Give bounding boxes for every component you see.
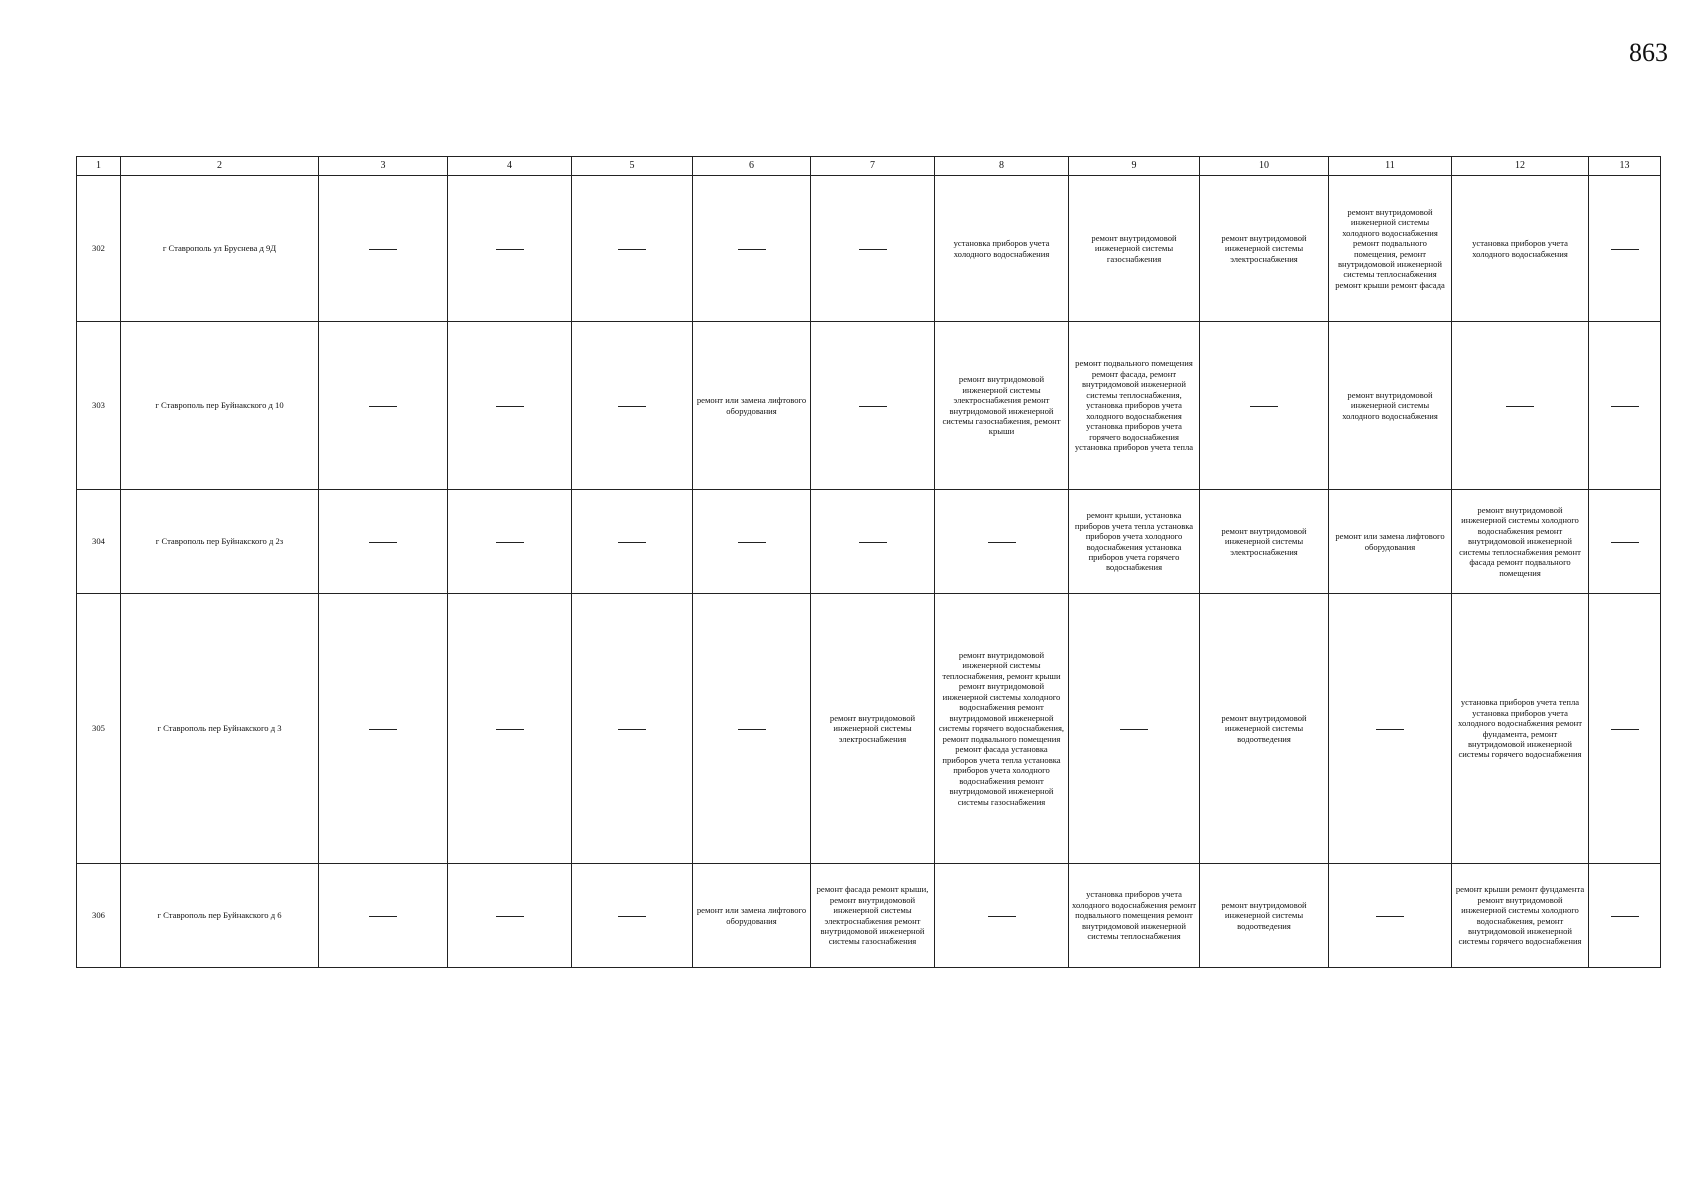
table-cell (1329, 864, 1452, 968)
empty-dash (1611, 406, 1639, 407)
table-cell: ремонт внутридомовой инженерной системы холодного водоснабжения (1329, 322, 1452, 490)
table-cell (1329, 594, 1452, 864)
empty-dash (988, 542, 1016, 543)
empty-dash (369, 542, 397, 543)
table-cell: ремонт внутридомовой инженерной системы электроснабжения (811, 594, 935, 864)
table-cell (572, 176, 693, 322)
table-cell (572, 322, 693, 490)
table-row (77, 864, 1661, 968)
table-cell (811, 176, 935, 322)
column-number-header-row (77, 157, 1661, 176)
table-cell (319, 322, 448, 490)
empty-dash (369, 249, 397, 250)
column-header: 3 (319, 157, 448, 176)
table-row (77, 594, 1661, 864)
table-cell: ремонт внутридомовой инженерной системы электроснабжения ремонт внутридомовой инженерной системы газоснабжения, ремонт крыши (935, 322, 1069, 490)
table-cell (811, 322, 935, 490)
table-cell: ремонт фасада ремонт крыши, ремонт внутридомовой инженерной системы электроснабжения ремонт внутридомовой инженерной системы газоснабжения (811, 864, 935, 968)
empty-dash (1376, 916, 1404, 917)
table-cell (1589, 864, 1661, 968)
row-number: 303 (77, 322, 121, 490)
repair-schedule-table (76, 156, 1661, 968)
table-cell: ремонт внутридомовой инженерной системы электроснабжения (1200, 176, 1329, 322)
empty-dash (618, 542, 646, 543)
table-cell: ремонт внутридомовой инженерной системы холодного водоснабжения ремонт подвального помещения, ремонт внутридомовой инженерной системы теплоснабжения ремонт крыши ремонт фасада (1329, 176, 1452, 322)
table-cell (572, 594, 693, 864)
page-number: 863 (1629, 38, 1668, 67)
empty-dash (859, 542, 887, 543)
table-row (77, 490, 1661, 594)
empty-dash (618, 916, 646, 917)
table-cell (693, 594, 811, 864)
empty-dash (1611, 249, 1639, 250)
table-cell (572, 490, 693, 594)
table-cell (693, 176, 811, 322)
table-cell: ремонт внутридомовой инженерной системы водоотведения (1200, 864, 1329, 968)
empty-dash (738, 729, 766, 730)
column-header: 11 (1329, 157, 1452, 176)
address-cell: г Ставрополь ул Бруснева д 9Д (121, 176, 319, 322)
address-cell: г Ставрополь пер Буйнакского д 2з (121, 490, 319, 594)
table-cell (319, 176, 448, 322)
empty-dash (859, 249, 887, 250)
table-cell (1069, 594, 1200, 864)
row-number: 304 (77, 490, 121, 594)
table-cell (448, 176, 572, 322)
empty-dash (738, 249, 766, 250)
empty-dash (496, 406, 524, 407)
table-cell: ремонт внутридомовой инженерной системы холодного водоснабжения ремонт внутридомовой инженерной системы теплоснабжения ремонт фасада ремонт подвального помещения (1452, 490, 1589, 594)
table-cell (935, 864, 1069, 968)
column-header: 2 (121, 157, 319, 176)
empty-dash (618, 249, 646, 250)
column-header: 10 (1200, 157, 1329, 176)
table-cell (935, 490, 1069, 594)
empty-dash (859, 406, 887, 407)
address-cell: г Ставрополь пер Буйнакского д 10 (121, 322, 319, 490)
table-cell: ремонт или замена лифтового оборудования (693, 322, 811, 490)
empty-dash (1506, 406, 1534, 407)
table-cell: установка приборов учета холодного водоснабжения (1452, 176, 1589, 322)
empty-dash (496, 916, 524, 917)
table-cell: установка приборов учета тепла установка приборов учета холодного водоснабжения ремонт фундамента, ремонт внутридомовой инженерной системы горячего водоснабжения (1452, 594, 1589, 864)
address-cell: г Ставрополь пер Буйнакского д 6 (121, 864, 319, 968)
table-cell (1452, 322, 1589, 490)
empty-dash (1611, 729, 1639, 730)
table-cell: ремонт внутридомовой инженерной системы газоснабжения (1069, 176, 1200, 322)
row-number: 305 (77, 594, 121, 864)
table-cell (693, 490, 811, 594)
table-cell: ремонт или замена лифтового оборудования (1329, 490, 1452, 594)
table-cell (448, 594, 572, 864)
empty-dash (496, 542, 524, 543)
column-header: 7 (811, 157, 935, 176)
table-cell: ремонт или замена лифтового оборудования (693, 864, 811, 968)
empty-dash (738, 542, 766, 543)
column-header: 5 (572, 157, 693, 176)
empty-dash (618, 729, 646, 730)
empty-dash (496, 729, 524, 730)
column-header: 8 (935, 157, 1069, 176)
column-header: 6 (693, 157, 811, 176)
column-header: 1 (77, 157, 121, 176)
empty-dash (369, 729, 397, 730)
table-cell (319, 490, 448, 594)
table-cell (319, 864, 448, 968)
table-cell: ремонт внутридомовой инженерной системы водоотведения (1200, 594, 1329, 864)
row-number: 302 (77, 176, 121, 322)
empty-dash (496, 249, 524, 250)
table-row (77, 322, 1661, 490)
table-cell (1589, 322, 1661, 490)
empty-dash (1250, 406, 1278, 407)
table-cell (811, 490, 935, 594)
empty-dash (1120, 729, 1148, 730)
table-cell: установка приборов учета холодного водоснабжения (935, 176, 1069, 322)
empty-dash (1611, 916, 1639, 917)
table-cell (1200, 322, 1329, 490)
table-cell (448, 864, 572, 968)
table-cell (1589, 594, 1661, 864)
empty-dash (1611, 542, 1639, 543)
empty-dash (1376, 729, 1404, 730)
table-cell (448, 490, 572, 594)
table-cell: ремонт внутридомовой инженерной системы электроснабжения (1200, 490, 1329, 594)
row-number: 306 (77, 864, 121, 968)
column-header: 13 (1589, 157, 1661, 176)
column-header: 9 (1069, 157, 1200, 176)
table-cell: ремонт внутридомовой инженерной системы теплоснабжения, ремонт крыши ремонт внутридомовой инженерной системы холодного водоснабжения ремонт внутридомовой инженерной системы горячего водоснабжения, ремонт подвального помещения ремонт фасада установка приборов учета тепла установка приборов учета холодного водоснабжения ремонт внутридомовой инженерной системы газоснабжения (935, 594, 1069, 864)
column-header: 4 (448, 157, 572, 176)
table-cell (1589, 490, 1661, 594)
table-cell (1589, 176, 1661, 322)
empty-dash (369, 916, 397, 917)
table-cell: ремонт крыши ремонт фундамента ремонт внутридомовой инженерной системы холодного водоснабжения, ремонт внутридомовой инженерной системы горячего водоснабжения (1452, 864, 1589, 968)
table-cell (572, 864, 693, 968)
address-cell: г Ставрополь пер Буйнакского д 3 (121, 594, 319, 864)
table-row (77, 176, 1661, 322)
empty-dash (988, 916, 1016, 917)
table-cell: установка приборов учета холодного водоснабжения ремонт подвального помещения ремонт внутридомовой инженерной системы теплоснабжения (1069, 864, 1200, 968)
table-cell (448, 322, 572, 490)
table-cell (319, 594, 448, 864)
table-body (77, 176, 1661, 968)
empty-dash (618, 406, 646, 407)
table-cell: ремонт подвального помещения ремонт фасада, ремонт внутридомовой инженерной системы теплоснабжения, установка приборов учета холодного водоснабжения установка приборов учета горячего водоснабжения установка приборов учета тепла (1069, 322, 1200, 490)
column-header: 12 (1452, 157, 1589, 176)
empty-dash (369, 406, 397, 407)
table-cell: ремонт крыши, установка приборов учета тепла установка приборов учета холодного водоснабжения установка приборов учета горячего водоснабжения (1069, 490, 1200, 594)
